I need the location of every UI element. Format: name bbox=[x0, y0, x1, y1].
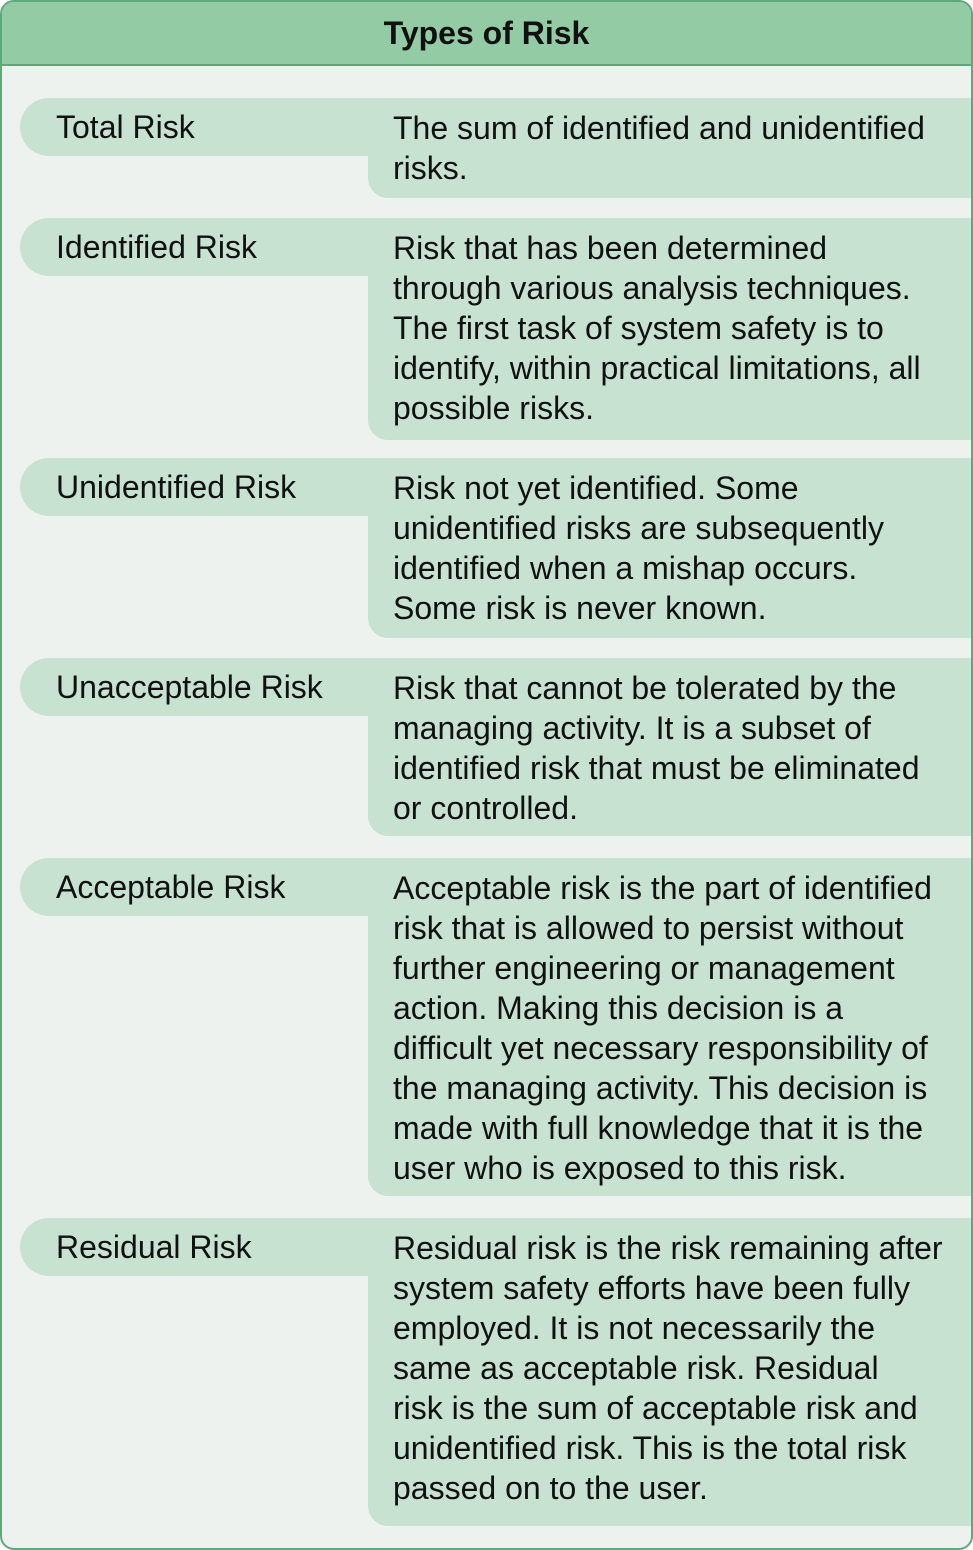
definition-line: Risk that has been determined bbox=[393, 230, 828, 266]
definition-box bbox=[368, 858, 973, 1196]
definition-line: the managing activity. This decision is bbox=[393, 1070, 928, 1106]
definition-line: Risk that cannot be tolerated by the bbox=[393, 670, 897, 706]
definition-line: The sum of identified and unidentified bbox=[393, 110, 925, 146]
definition-line: made with full knowledge that it is the bbox=[393, 1110, 924, 1146]
term-label: Total Risk bbox=[20, 98, 440, 156]
definition-line: action. Making this decision is a bbox=[393, 990, 843, 1026]
definition-line: risk that is allowed to persist without bbox=[393, 910, 904, 946]
definition-line: or controlled. bbox=[393, 790, 578, 826]
panel-title: Types of Risk bbox=[383, 14, 590, 51]
definition-line: unidentified risk. This is the total risk bbox=[393, 1430, 907, 1466]
definition-line: Residual risk is the risk remaining after bbox=[393, 1230, 943, 1266]
definition-line: passed on to the user. bbox=[393, 1470, 708, 1506]
definition-line: Some risk is never known. bbox=[393, 590, 767, 626]
definition-line: possible risks. bbox=[393, 390, 594, 426]
panel-header bbox=[2, 2, 971, 66]
term-label: Acceptable Risk bbox=[20, 858, 440, 916]
definition-box bbox=[368, 658, 973, 836]
definition-line: identified when a mishap occurs. bbox=[393, 550, 858, 586]
definition-line: Risk not yet identified. Some bbox=[393, 470, 799, 506]
definition-line: through various analysis techniques. bbox=[393, 270, 911, 306]
term-label: Identified Risk bbox=[20, 218, 440, 276]
definition-line: user who is exposed to this risk. bbox=[393, 1150, 847, 1186]
definition-line: same as acceptable risk. Residual bbox=[393, 1350, 879, 1386]
definition-line: The first task of system safety is to bbox=[393, 310, 884, 346]
definition-line: difficult yet necessary responsibility of bbox=[393, 1030, 928, 1066]
definition-line: identified risk that must be eliminated bbox=[393, 750, 920, 786]
definition-line: further engineering or management bbox=[393, 950, 895, 986]
term-label: Residual Risk bbox=[20, 1218, 440, 1276]
term-label: Unidentified Risk bbox=[20, 458, 440, 516]
definition-line: managing activity. It is a subset of bbox=[393, 710, 871, 746]
definition-box bbox=[368, 98, 973, 198]
definition-line: risk is the sum of acceptable risk and bbox=[393, 1390, 918, 1426]
definition-box bbox=[368, 458, 973, 638]
definition-line: employed. It is not necessarily the bbox=[393, 1310, 876, 1346]
definition-box bbox=[368, 218, 973, 440]
definition-box bbox=[368, 1218, 973, 1526]
definition-line: Acceptable risk is the part of identified bbox=[393, 870, 932, 906]
definition-line: risks. bbox=[393, 150, 468, 186]
definition-line: system safety efforts have been fully bbox=[393, 1270, 910, 1306]
term-label: Unacceptable Risk bbox=[20, 658, 440, 716]
definition-line: unidentified risks are subsequently bbox=[393, 510, 884, 546]
definition-line: identify, within practical limitations, all bbox=[393, 350, 921, 386]
